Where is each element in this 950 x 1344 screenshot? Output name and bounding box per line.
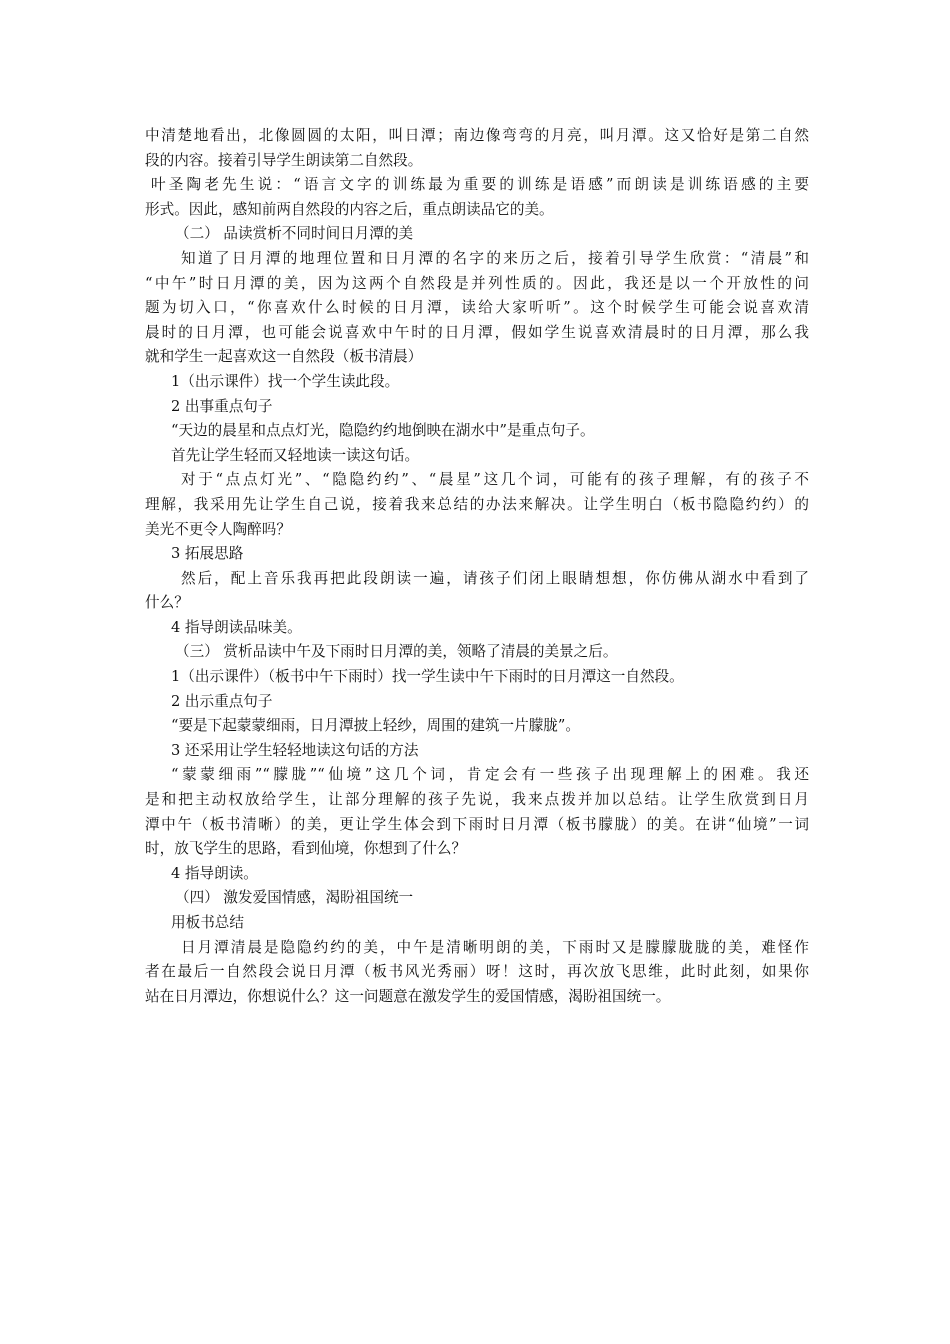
section-heading: （三） 赏析品读中午及下雨时日月潭的美，领略了清晨的美景之后。 <box>175 643 618 661</box>
text-line: 题为切入口，“你喜欢什么时候的日月潭，读给大家听听”。这个时候学生可能会说喜欢清 <box>145 299 809 317</box>
text-line: “蒙蒙细雨”“朦胧”“仙境”这几个词，肯定会有一些孩子出现理解上的困难。我还 <box>171 766 809 784</box>
list-item: 2 出事重点句子 <box>171 397 273 415</box>
text-line: 什么？ <box>145 594 189 612</box>
text-line: 时，放飞学生的思路，看到仙境，你想到了什么？ <box>145 840 467 858</box>
text-line: 知道了日月潭的地理位置和日月潭的名字的来历之后，接着引导学生欣赏：“清晨”和 <box>181 249 809 267</box>
text-line: 是和把主动权放给学生，让部分理解的孩子先说，我来点拨并加以总结。让学生欣赏到日月 <box>145 791 809 809</box>
text-line: 就和学生一起喜欢这一自然段（板书清晨） <box>145 348 423 366</box>
text-line: 然后，配上音乐我再把此段朗读一遍，请孩子们闭上眼睛想想，你仿佛从湖水中看到了 <box>181 569 809 587</box>
text-line: “要是下起蒙蒙细雨，日月潭披上轻纱，周围的建筑一片朦胧”。 <box>171 717 580 735</box>
section-heading: （四） 激发爱国情感，渴盼祖国统一 <box>175 889 414 907</box>
text-line: 对于“点点灯光”、“隐隐约约”、“晨星”这几个词，可能有的孩子理解，有的孩子不 <box>181 471 809 489</box>
text-line: 者在最后一自然段会说日月潭（板书风光秀丽）呀！这时，再次放飞思维，此时此刻，如果你 <box>145 963 809 981</box>
text-line: 美光不更令人陶醉吗？ <box>145 520 291 538</box>
text-line: 日月潭清晨是隐隐约约的美，中午是清晰明朗的美，下雨时又是朦朦胧胧的美，难怪作 <box>181 938 809 956</box>
text-line: 叶圣陶老先生说：“语言文字的训练最为重要的训练是语感”而朗读是训练语感的主要 <box>151 176 809 194</box>
text-line: “中午”时日月潭的美，因为这两个自然段是并列性质的。因此，我还是以一个开放性的问 <box>145 274 809 292</box>
text-line: 晨时的日月潭，也可能会说喜欢中午时的日月潭，假如学生说喜欢清晨时的日月潭，那么我 <box>145 323 809 341</box>
list-item: 2 出示重点句子 <box>171 692 273 710</box>
text-line: 中清楚地看出，北像圆圆的太阳，叫日潭；南边像弯弯的月亮，叫月潭。这又恰好是第二自然 <box>145 127 809 144</box>
text-line: 用板书总结 <box>171 914 244 931</box>
text-line: 段的内容。接着引导学生朗读第二自然段。 <box>145 151 423 169</box>
text-line: 首先让学生轻而又轻地读一读这句话。 <box>171 446 420 464</box>
list-item: 3 还采用让学生轻轻地读这句话的方法 <box>171 741 419 759</box>
text-line: 形式。因此，感知前两自然段的内容之后，重点朗读品它的美。 <box>145 200 554 218</box>
list-item: 1（出示课件）（板书中午下雨时）找一学生读中午下雨时的日月潭这一自然段。 <box>171 668 684 686</box>
text-line: “天边的晨星和点点灯光，隐隐约约地倒映在湖水中”是重点句子。 <box>171 422 595 440</box>
section-heading: （二） 品读赏析不同时间日月潭的美 <box>175 225 414 243</box>
list-item: 1（出示课件）找一个学生读此段。 <box>171 372 400 390</box>
document-body <box>145 124 809 1009</box>
text-line: 潭中午（板书清晰）的美，更让学生体会到下雨时日月潭（板书朦胧）的美。在讲“仙境”一词 <box>145 815 809 833</box>
list-item: 3 拓展思路 <box>171 545 244 563</box>
list-item: 4 指导朗读。 <box>171 864 258 882</box>
text-line: 理解，我采用先让学生自己说，接着我来总结的办法来解决。让学生明白（板书隐隐约约）的 <box>145 495 809 513</box>
list-item: 4 指导朗读品味美。 <box>171 618 302 636</box>
text-line: 站在日月潭边，你想说什么？这一问题意在激发学生的爱国情感，渴盼祖国统一。 <box>145 987 671 1005</box>
